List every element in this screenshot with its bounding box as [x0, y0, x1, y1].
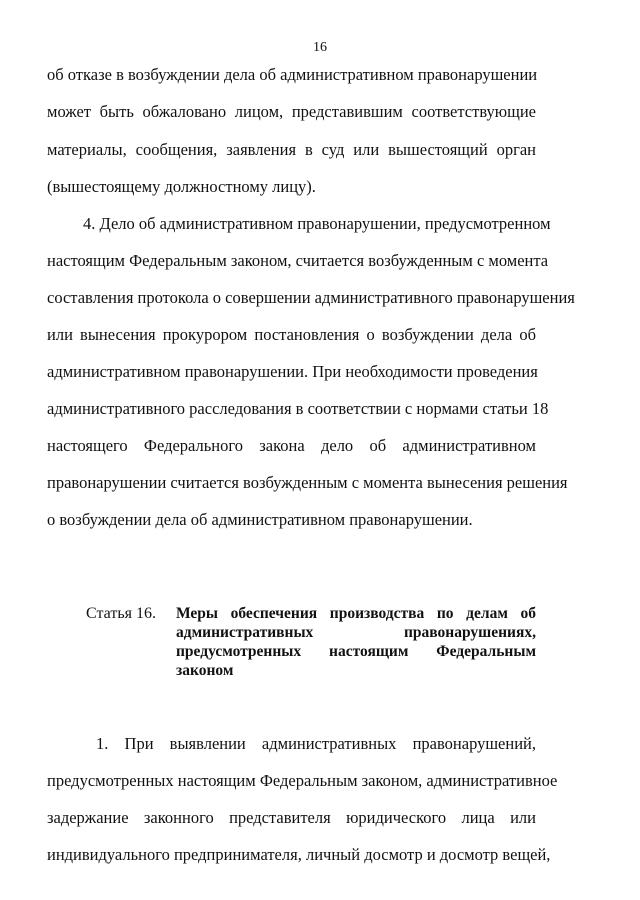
- article-title-line: Меры обеспечения производства по делам об: [176, 605, 536, 622]
- text-line: о возбуждении дела об административном правонарушении.: [47, 510, 473, 529]
- text-line: задержание законного представителя юридического лица или: [47, 808, 536, 827]
- article-label: Статья 16.: [86, 605, 156, 622]
- text-line: может быть обжаловано лицом, представившим соответствующие: [47, 102, 536, 121]
- text-line: 4. Дело об административном правонарушении, предусмотренном: [83, 214, 551, 233]
- text-line: составления протокола о совершении административного правонарушения: [47, 288, 575, 307]
- text-line: административного расследования в соответствии с нормами статьи 18: [47, 399, 549, 418]
- text-line: индивидуального предпринимателя, личный досмотр и досмотр вещей,: [47, 845, 551, 864]
- text-line: настоящего Федерального закона дело об административном: [47, 436, 536, 455]
- text-line: 1. При выявлении административных правонарушений,: [96, 734, 536, 753]
- text-line: об отказе в возбуждении дела об административном правонарушении: [47, 65, 538, 84]
- text-line: настоящим Федеральным законом, считается возбужденным с момента: [47, 251, 549, 270]
- text-line: материалы, сообщения, заявления в суд или вышестоящий орган: [47, 140, 536, 159]
- article-title-line: законом: [176, 662, 234, 679]
- article-title: [176, 604, 536, 680]
- text-line: или вынесения прокурором постановления о возбуждении дела об: [47, 325, 536, 344]
- article-title-line: предусмотренных настоящим Федеральным: [176, 643, 536, 660]
- text-line: предусмотренных настоящим Федеральным законом, административное: [47, 771, 558, 790]
- article-title-line: административных правонарушениях,: [176, 624, 536, 641]
- text-line: правонарушении считается возбужденным с момента вынесения решения: [47, 473, 568, 492]
- text-line: (вышестоящему должностному лицу).: [47, 177, 316, 196]
- page-number: 16: [313, 40, 327, 55]
- text-line: административном правонарушении. При необходимости проведения: [47, 362, 538, 381]
